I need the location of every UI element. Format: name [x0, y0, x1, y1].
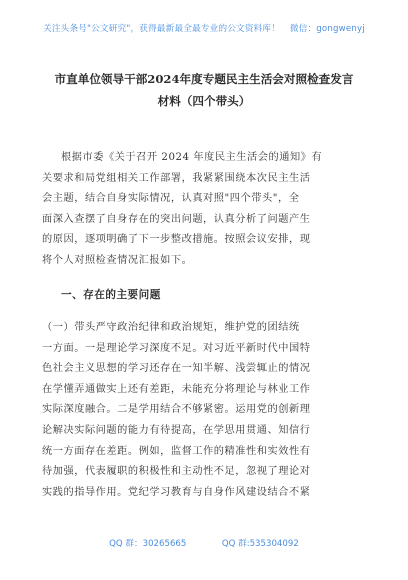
paragraph-line: 待加强，代表履职的积极性和主动性不足，忽视了理论对	[42, 466, 311, 478]
footer	[0, 537, 408, 549]
paragraph-line: 一方面。一是理论学习深度不足。对习近平新时代中国特	[42, 342, 311, 354]
footer-qq-group-1: QQ 群：30265665	[109, 539, 187, 549]
top-banner	[0, 22, 408, 34]
paragraph-line: 根据市委《关于召开 2024 年度民主生活会的通知》有	[61, 152, 323, 163]
paragraph-line: 面深入查摆了自身存在的突出问题，认真分析了问题产生	[42, 213, 311, 225]
banner-promo-text: 关注头条号"公文研究"，获得最新最全最专业的公文资料库！	[43, 24, 281, 34]
paragraph-line: 论解决实际问题的能力有待提高，在学思用贯通、知信行	[42, 424, 311, 436]
title-line: 材料（四个带头）	[157, 94, 251, 108]
paragraph-line: 的原因，逐项明确了下一步整改措施。按照会议安排，现	[42, 234, 311, 246]
footer-qq-group-2: QQ 群:535304092	[221, 539, 299, 549]
paragraph-line: 实际深度融合。二是学用结合不够紧密。运用党的创新理	[42, 404, 311, 416]
document-title	[40, 68, 368, 112]
paragraph-line: （一）带头严守政治纪律和政治规矩，维护党的团结统	[42, 322, 300, 333]
banner-wechat-text: 微信：gongwenyj	[289, 24, 365, 34]
paragraph-line: 关要求和局党组相关工作部署，我紧紧围绕本次民主生活	[42, 172, 311, 184]
paragraph-line: 实践的指导作用。党纪学习教育与自身作风建设结合不紧	[42, 486, 311, 498]
paragraph-line: 色社会主义思想的学习还存在一知半解、浅尝辄止的情况	[42, 363, 311, 375]
paragraph-line: 将个人对照检查情况汇报如下。	[42, 254, 193, 266]
paragraph-line: 统一方面存在差距。例如，监督工作的精准性和实效性有	[42, 445, 311, 457]
title-line: 市直单位领导干部2024年度专题民主生活会对照检查发言	[54, 72, 354, 86]
section-heading: 一、存在的主要问题	[61, 289, 161, 301]
paragraph-line: 会主题，结合自身实际情况，认真对照"四个带头"，全	[42, 193, 300, 205]
paragraph-line: 在学懂弄通做实上还有差距，未能充分将理论与林业工作	[42, 383, 311, 395]
intro-paragraph	[42, 148, 351, 272]
section-paragraph	[42, 318, 351, 503]
